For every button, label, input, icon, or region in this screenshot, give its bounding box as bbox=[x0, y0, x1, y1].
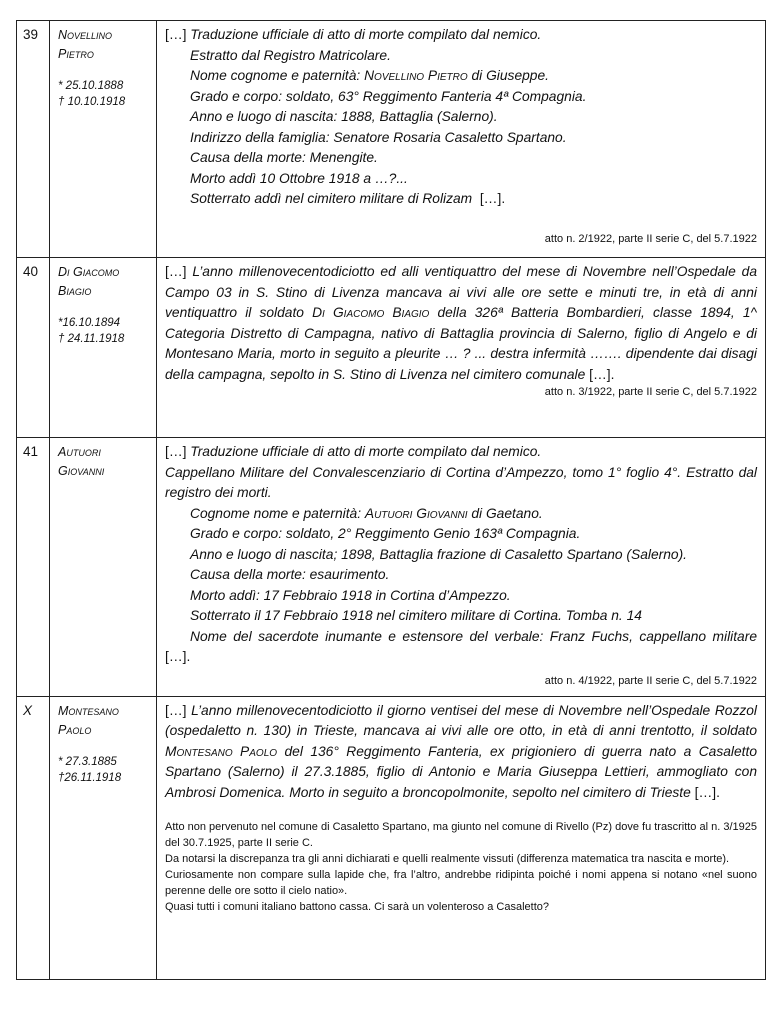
surname: Autuori bbox=[58, 445, 101, 459]
death-date: †26.11.1918 bbox=[58, 771, 122, 784]
birth-date: * 27.3.1885 bbox=[58, 755, 117, 768]
record-row bbox=[17, 21, 766, 258]
given-name: Biagio bbox=[58, 284, 92, 298]
given-name: Pietro bbox=[58, 47, 94, 61]
surname: Di Giacomo bbox=[58, 265, 120, 279]
birth-date: * 25.10.1888 bbox=[58, 80, 124, 92]
record-number: X bbox=[17, 696, 50, 979]
record-dates bbox=[58, 754, 152, 786]
act-reference: atto n. 3/1922, parte II serie C, del 5.7.1922 bbox=[544, 386, 757, 398]
soldier-name: Montesano Paolo bbox=[165, 743, 278, 759]
note-line: Curiosamente non compare sulla lapide che, fra l’altro, andrebbe ridipinta poiché i nomi appena si notano «nel suono perenne delle ore sotto il cielo natio». bbox=[165, 869, 757, 897]
soldier-name: Autuori Giovanni bbox=[364, 505, 468, 521]
record-name-cell bbox=[50, 258, 157, 438]
note-line: Da notarsi la discrepanza tra gli anni dichiarati e quelli realmente vissuti (differenza matematica tra nascita e morte). bbox=[165, 853, 730, 865]
note-line: Quasi tutti i comuni italiano battono cassa. Ci sarà un volenteroso a Casaletto? bbox=[165, 901, 549, 913]
record-number: 39 bbox=[17, 21, 50, 258]
record-text: […] L’anno millenovecentodiciotto ed alli ventiquattro del mese di Novembre nell’Ospedale da Campo 03 in S. Stino di Livenza mancava ai vivi alle ore sette e minuti tre, in età di anni ventiquattro il soldato Di Giacomo Biagio della 326ª Batteria Bombardieri, classe 1894, 1^ Categoria Distretto di Campagna, nativo di Battaglia provincia di Salerno, figlio di Angelo e di Montesano Maria, morto in seguito a pleurite … ? ... destra infermità ……. dipendente dai disagi della campagna, sepolto in S. Stino di Livenza nel cimitero comunale […]. atto n. 3/1922, parte II serie C, del 5.7.1922 bbox=[157, 258, 766, 438]
death-date: † 10.10.1918 bbox=[58, 96, 126, 108]
birth-date: *16.10.1894 bbox=[58, 317, 121, 329]
record-text: […] L’anno millenovecentodiciotto il giorno ventisei del mese di Novembre nell’Ospedale Rozzol (ospedaletto n. 130) in Trieste, mancava ai vivi alle ore otto, in età di anni trentotto, il soldato Montesano Paolo del 136° Reggimento Fanteria, ex prigioniero di guerra nato a Casaletto Spartano (Salerno) il 27.3.1885, figlio di Antonio e Maria Giuseppa Lettieri, ammogliato con Ambrosi Domenica. Morto in seguito a broncopolmonite, sepolto nel cimitero di Trieste […]. Atto non pervenuto nel comune di Casaletto Spartano, ma giunto nel comune di Rivello (Pz) dove fu trascritto al n. 3/1925 del 30.7.1925, parte II serie C. Da notarsi la discrepanza tra gli anni dichiarati e quelli realmente vissuti (differenza matematica tra nascita e morte). Curiosamente non compare sulla lapide che, fra l’altro, andrebbe ridipinta poiché i nomi appena si notano «nel suono perenne delle ore sotto il cielo natio». Quasi tutti i comuni italiano battono cassa. Ci sarà un volenteroso a Casaletto? bbox=[157, 696, 766, 979]
soldier-name: Novellino Pietro bbox=[364, 68, 468, 83]
surname: Montesano bbox=[58, 703, 119, 718]
record-text: […] Traduzione ufficiale di atto di morte compilato dal nemico. Estratto dal Registro Matricolare. Nome cognome e paternità: Novellino Pietro di Giuseppe. Grado e corpo: soldato, 63° Reggimento Fanteria 4ª Compagnia. Anno e luogo di nascita: 1888, Battaglia (Salerno). Indirizzo della famiglia: Senatore Rosaria Casaletto Spartano. Causa della morte: Menengite. Morto addì 10 Ottobre 1918 a …?... Sotterrato addì nel cimitero militare di Rolizam […]. atto n. 2/1922, parte II serie C, del 5.7.1922 bbox=[157, 21, 766, 258]
death-date: † 24.11.1918 bbox=[58, 333, 125, 345]
given-name: Giovanni bbox=[58, 464, 105, 478]
editor-notes bbox=[165, 819, 757, 915]
record-row bbox=[17, 696, 766, 979]
record-number: 41 bbox=[17, 438, 50, 697]
record-number: 40 bbox=[17, 258, 50, 438]
soldier-name: Di Giacomo Biagio bbox=[312, 305, 430, 320]
records-table bbox=[16, 20, 766, 980]
record-row bbox=[17, 438, 766, 697]
record-dates bbox=[58, 315, 152, 347]
note-line: Atto non pervenuto nel comune di Casaletto Spartano, ma giunto nel comune di Rivello (Pz) dove fu trascritto al n. 3/1925 del 30.7.1925, parte II serie C. bbox=[165, 821, 757, 849]
act-reference: atto n. 2/1922, parte II serie C, del 5.7.1922 bbox=[544, 232, 757, 245]
act-reference: atto n. 4/1922, parte II serie C, del 5.7.1922 bbox=[544, 674, 757, 687]
record-row bbox=[17, 258, 766, 438]
record-text: […] Traduzione ufficiale di atto di morte compilato dal nemico. Cappellano Militare del Convalescenziario di Cortina d’Ampezzo, tomo 1° foglio 4°. Estratto dal registro dei morti. Cognome nome e paternità: Autuori Giovanni di Gaetano. Grado e corpo: soldato, 2° Reggimento Genio 163ª Compagnia. Anno e luogo di nascita; 1898, Battaglia frazione di Casaletto Spartano (Salerno). Causa della morte: esaurimento. Morto addì: 17 Febbraio 1918 in Cortina d’Ampezzo. Sotterrato il 17 Febbraio 1918 nel cimitero militare di Cortina. Tomba n. 14 Nome del sacerdote inumante e estensore del verbale: Franz Fuchs, cappellano militare […]. atto n. 4/1922, parte II serie C, del 5.7.1922 bbox=[157, 438, 766, 697]
record-dates bbox=[58, 78, 152, 110]
record-name-cell bbox=[50, 21, 157, 258]
record-name-cell bbox=[50, 438, 157, 697]
surname: Novellino bbox=[58, 28, 113, 42]
record-name-cell bbox=[50, 696, 157, 979]
given-name: Paolo bbox=[58, 722, 92, 737]
